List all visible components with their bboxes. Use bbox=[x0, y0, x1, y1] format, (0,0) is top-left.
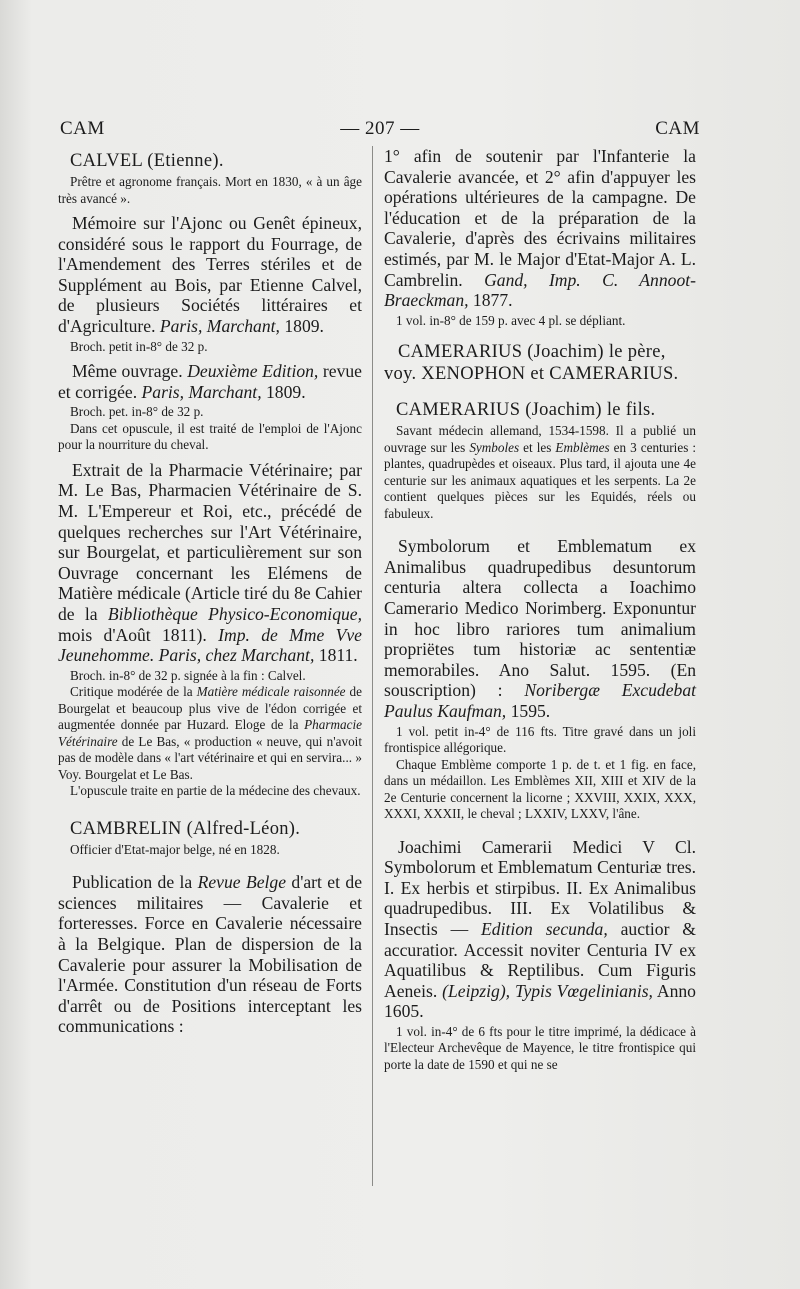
work-note: 1 vol. in-8° de 159 p. avec 4 pl. se dépliant. bbox=[396, 312, 626, 328]
work-note: Dans cet opuscule, il est traité de l'emploi de l'Ajonc pour la nourriture du cheval. bbox=[58, 420, 362, 453]
work-description: Publication de la Revue Belge d'art et de sciences militaires — Cavalerie et forteresses. Force en Cavalerie nécessaire à la Belgique. Plan de dispersion de la Cavalerie pour assurer la Mobilisation de l'Armée. Constitution d'un réseau de Forts d'arrêt ou de Positions interceptant les communications : bbox=[58, 872, 362, 1037]
entry-bio: Officier d'Etat-major belge, né en 1828. bbox=[70, 841, 280, 857]
entry-cambrelin bbox=[58, 818, 362, 1037]
column-divider bbox=[372, 146, 373, 1186]
work-note: Chaque Emblème comporte 1 p. de t. et 1 fig. en face, dans un médaillon. Les Emblèmes XII, XIII et XIV de la 2e Centurie concernent la licorne ; XXVIII, XXIX, XXX, XXXI, XXXII, le cheval ; LXXIV, LXXV, l'âne. bbox=[384, 756, 696, 822]
page-number: — 207 — bbox=[340, 118, 420, 139]
entry-cambrelin-continued bbox=[384, 146, 696, 329]
left-column bbox=[58, 146, 362, 1039]
work-note: Broch. pet. in-8° de 32 p. bbox=[70, 404, 204, 420]
work-description: Symbolorum et Emblematum ex Animalibus quadrupedibus desuntorum centuria altera collecta a Ioachimo Camerario Medico Norimberg. Exponuntur in hoc libro rariores tum animalium propriëtes tum historiæ ac sententiæ memorabiles. Ano Salut. 1595. (En souscription) : Noribergæ Excudebat Paulus Kaufman, 1595. bbox=[384, 536, 697, 721]
running-head bbox=[60, 118, 700, 144]
work-note: Critique modérée de la Matière médicale raisonnée de Bourgelat et beaucoup plus vive de l'édon corrigée et augmentée donnée par Huzard. Eloge de la Pharmacie Vétérinaire de Le Bas, « production « neuve, qui n'avoit pas de modèle dans « l'art vétérinaire et qui en servira... » Voy. Bourgelat et Le Bas. bbox=[58, 684, 362, 782]
entry-bio: Savant médecin allemand, 1534-1598. Il a publié un ouvrage sur les Symboles et les Emblèmes en 3 centuries : plantes, quadrupèdes et oiseaux. Plus tard, il ajouta une 4e centurie sur les animaux aquatiques et les serpents. La 2e contient quelques pièces sur les Equidés, réels ou fabuleux. bbox=[384, 423, 697, 521]
entry-heading: CALVEL (Etienne). bbox=[70, 151, 224, 171]
work-description: Extrait de la Pharmacie Vétérinaire; par M. Le Bas, Pharmacien Vétérinaire de S. M. L'Empereur et Roi, etc., précédé de quelques recherches sur l'Art Vétérinaire, sur Bourgelat, et particulièrement sur son Ouvrage concernant les Elémens de Matière médicale (Article tiré du 8e Cahier de la Bibliothèque Physico-Economique, mois d'Août 1811). Imp. de Mme Vve Jeunehomme. Paris, chez Marchant, 1811. bbox=[58, 459, 362, 666]
entry-camerarius-pere bbox=[384, 341, 696, 385]
right-column bbox=[384, 146, 696, 1073]
work-note: L'opuscule traite en partie de la médecine des chevaux. bbox=[70, 783, 361, 799]
work-note: Broch. petit in-8° de 32 p. bbox=[70, 338, 208, 354]
entry-calvel bbox=[58, 150, 362, 800]
running-head-right: CAM bbox=[655, 118, 700, 139]
entry-camerarius-fils bbox=[384, 399, 696, 1073]
entry-heading: CAMBRELIN (Alfred-Léon). bbox=[70, 818, 301, 839]
entry-heading: CAMERARIUS (Joachim) le père, voy. XENOPHON et CAMERARIUS. bbox=[384, 342, 679, 385]
work-note: Broch. in-8° de 32 p. signée à la fin : Calvel. bbox=[70, 667, 306, 683]
entry-bio: Prêtre et agronome français. Mort en 1830, « à un âge très avancé ». bbox=[58, 174, 362, 206]
work-description: Joachimi Camerarii Medici V Cl. Symbolorum et Emblematum Centuriæ tres. I. Ex herbis et stirpibus. II. Ex Animalibus quadrupedibus. III. Ex Volatilibus & Insectis — Edition secunda, auctior & accuratior. Accessit noviter Centuria IV ex Aquatilibus & Reptilibus. Cum Figuris Aeneis. (Leipzig), Typis Vœgelinianis, Anno 1605. bbox=[384, 836, 696, 1022]
work-description: Même ouvrage. Deuxième Edition, revue et corrigée. Paris, Marchant, 1809. bbox=[58, 361, 362, 402]
work-note: 1 vol. in-4° de 6 fts pour le titre imprimé, la dédicace à l'Electeur Archevêque de Mayence, le titre frontispice qui porte la date de 1590 et qui ne se bbox=[384, 1023, 696, 1072]
work-note: 1 vol. petit in-4° de 116 fts. Titre gravé dans un joli frontispice allégorique. bbox=[384, 723, 696, 756]
work-description: Mémoire sur l'Ajonc ou Genêt épineux, considéré sous le rapport du Fourrage, de l'Amendement des Terres stériles et de Supplément au Bois, par Etienne Calvel, de plusieurs Sociétés littéraires et d'Agriculture. Paris, Marchant, 1809. bbox=[58, 213, 362, 336]
running-head-left: CAM bbox=[60, 118, 105, 139]
entry-heading: CAMERARIUS (Joachim) le fils. bbox=[396, 400, 656, 421]
work-description: 1° afin de soutenir par l'Infanterie la Cavalerie avancée, et 2° afin d'appuyer les opérations ultérieures de la campagne. De l'éducation et de la préparation de la Cavalerie, d'après des écrivains militaires estimés, par M. le Major d'Etat-Major A. L. Cambrelin. Gand, Imp. C. Annoot-Braeckman, 1877. bbox=[384, 146, 696, 311]
